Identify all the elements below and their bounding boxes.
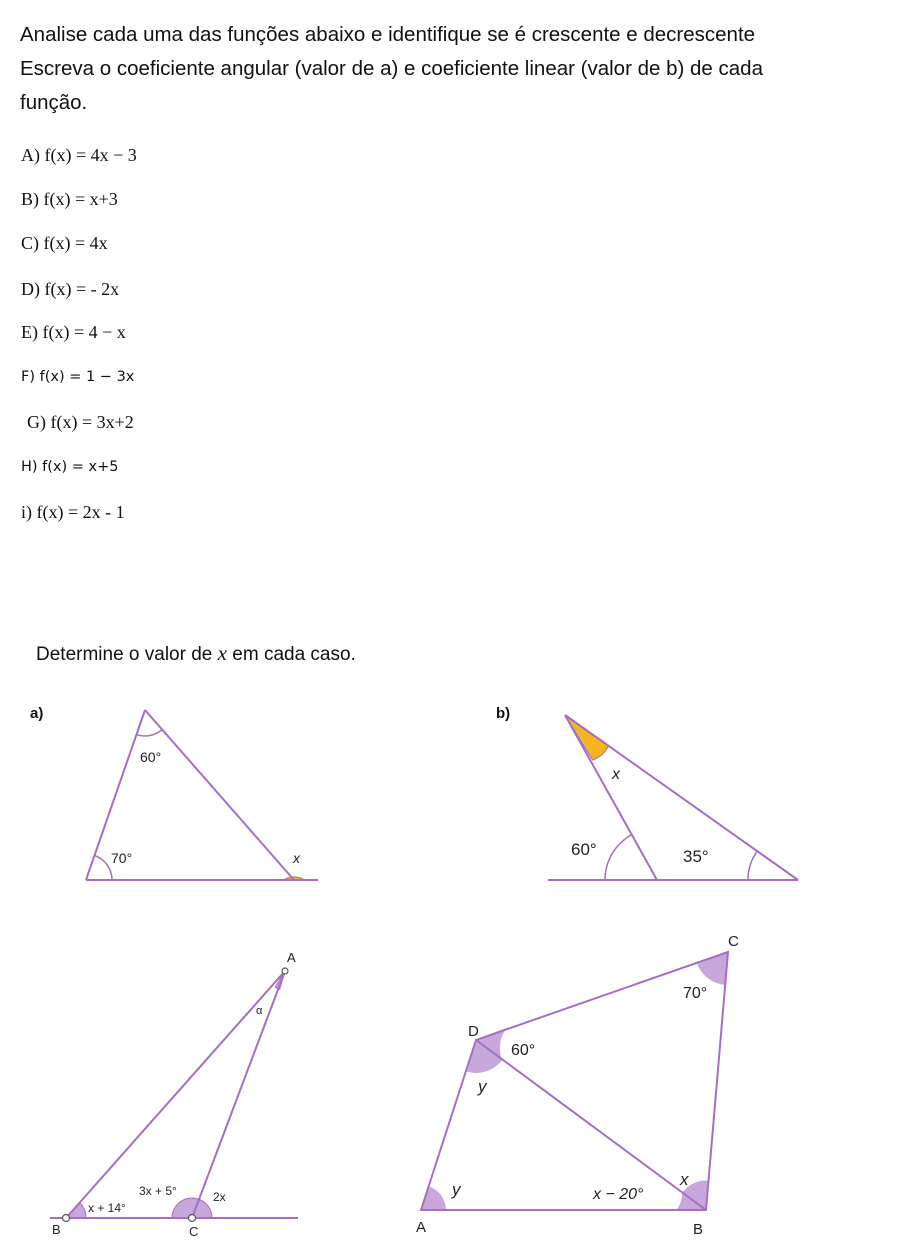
angle-x-label-d: x: [680, 1170, 689, 1189]
point-c: [189, 1215, 196, 1222]
figure-c-triangle: [50, 950, 298, 1239]
angle-y-label-d: y: [478, 1077, 487, 1096]
side-ca: [192, 971, 285, 1218]
vertex-c-label-d: C: [728, 933, 739, 950]
angle-x-label-a: x: [293, 850, 300, 866]
function-h: H) f(x) = x+5: [21, 459, 119, 475]
function-b: B) f(x) = x+3: [21, 189, 118, 209]
figure-b-label: b): [496, 705, 511, 722]
angle-60-label-a: 60°: [140, 749, 162, 765]
point-a: [282, 968, 288, 974]
function-c: C) f(x) = 4x: [21, 233, 108, 253]
angle-b-label-c: x + 14°: [88, 1201, 126, 1215]
angle-arc-60-b: [605, 835, 632, 880]
figure-d-quadrilateral: [416, 933, 739, 1238]
angle-x-minus-20-label: x − 20°: [593, 1186, 644, 1203]
function-i: i) f(x) = 2x - 1: [21, 502, 125, 522]
vertex-b-label-d: B: [693, 1221, 704, 1238]
angle-35-label-b: 35°: [683, 847, 709, 866]
angle-alpha-label: α: [256, 1005, 263, 1017]
figure-a-label: a): [30, 705, 44, 722]
vertex-a-label-d: A: [416, 1219, 427, 1236]
figure-b-triangle: [548, 715, 798, 880]
angle-70-label-a: 70°: [111, 850, 133, 866]
vertex-d-label: D: [468, 1023, 479, 1040]
vertex-a-label-c: A: [287, 950, 296, 965]
diagonal-db: [476, 1040, 706, 1210]
angle-c-exterior-label: 2x: [213, 1190, 226, 1204]
angle-60-label-d: 60°: [511, 1042, 536, 1059]
vertex-b-label-c: B: [52, 1222, 61, 1237]
point-b: [63, 1215, 70, 1222]
angle-arc-35-b: [748, 851, 757, 880]
function-a: A) f(x) = 4x − 3: [21, 145, 137, 165]
long-side-b: [565, 715, 798, 880]
angle-y-label-a: y: [452, 1180, 461, 1199]
angle-c-interior-label: 3x + 5°: [139, 1184, 177, 1198]
angle-arc-left-a: [95, 855, 113, 880]
function-f: F) f(x) = 1 − 3x: [21, 369, 135, 385]
function-e: E) f(x) = 4 − x: [21, 322, 126, 342]
function-d: D) f(x) = - 2x: [21, 279, 120, 299]
instruction-line-3: função.: [20, 91, 88, 114]
function-g: G) f(x) = 3x+2: [27, 412, 134, 432]
right-side-a: [145, 710, 294, 880]
vertex-c-label-c: C: [189, 1224, 199, 1239]
instruction-line-2: Escreva o coeficiente angular (valor de a) e coeficiente linear (valor de b) de cada: [20, 57, 763, 80]
figure-a-triangle: [86, 710, 318, 880]
angle-x-label-b: x: [612, 766, 620, 783]
angle-70-label-d: 70°: [683, 985, 708, 1002]
section-title: Determine o valor de x em cada caso.: [36, 641, 356, 665]
side-ba: [66, 971, 285, 1218]
angle-60-label-b: 60°: [571, 840, 597, 859]
angle-arc-top-a: [137, 730, 163, 736]
instruction-line-1: Analise cada uma das funções abaixo e identifique se é crescente e decrescente: [20, 23, 756, 46]
